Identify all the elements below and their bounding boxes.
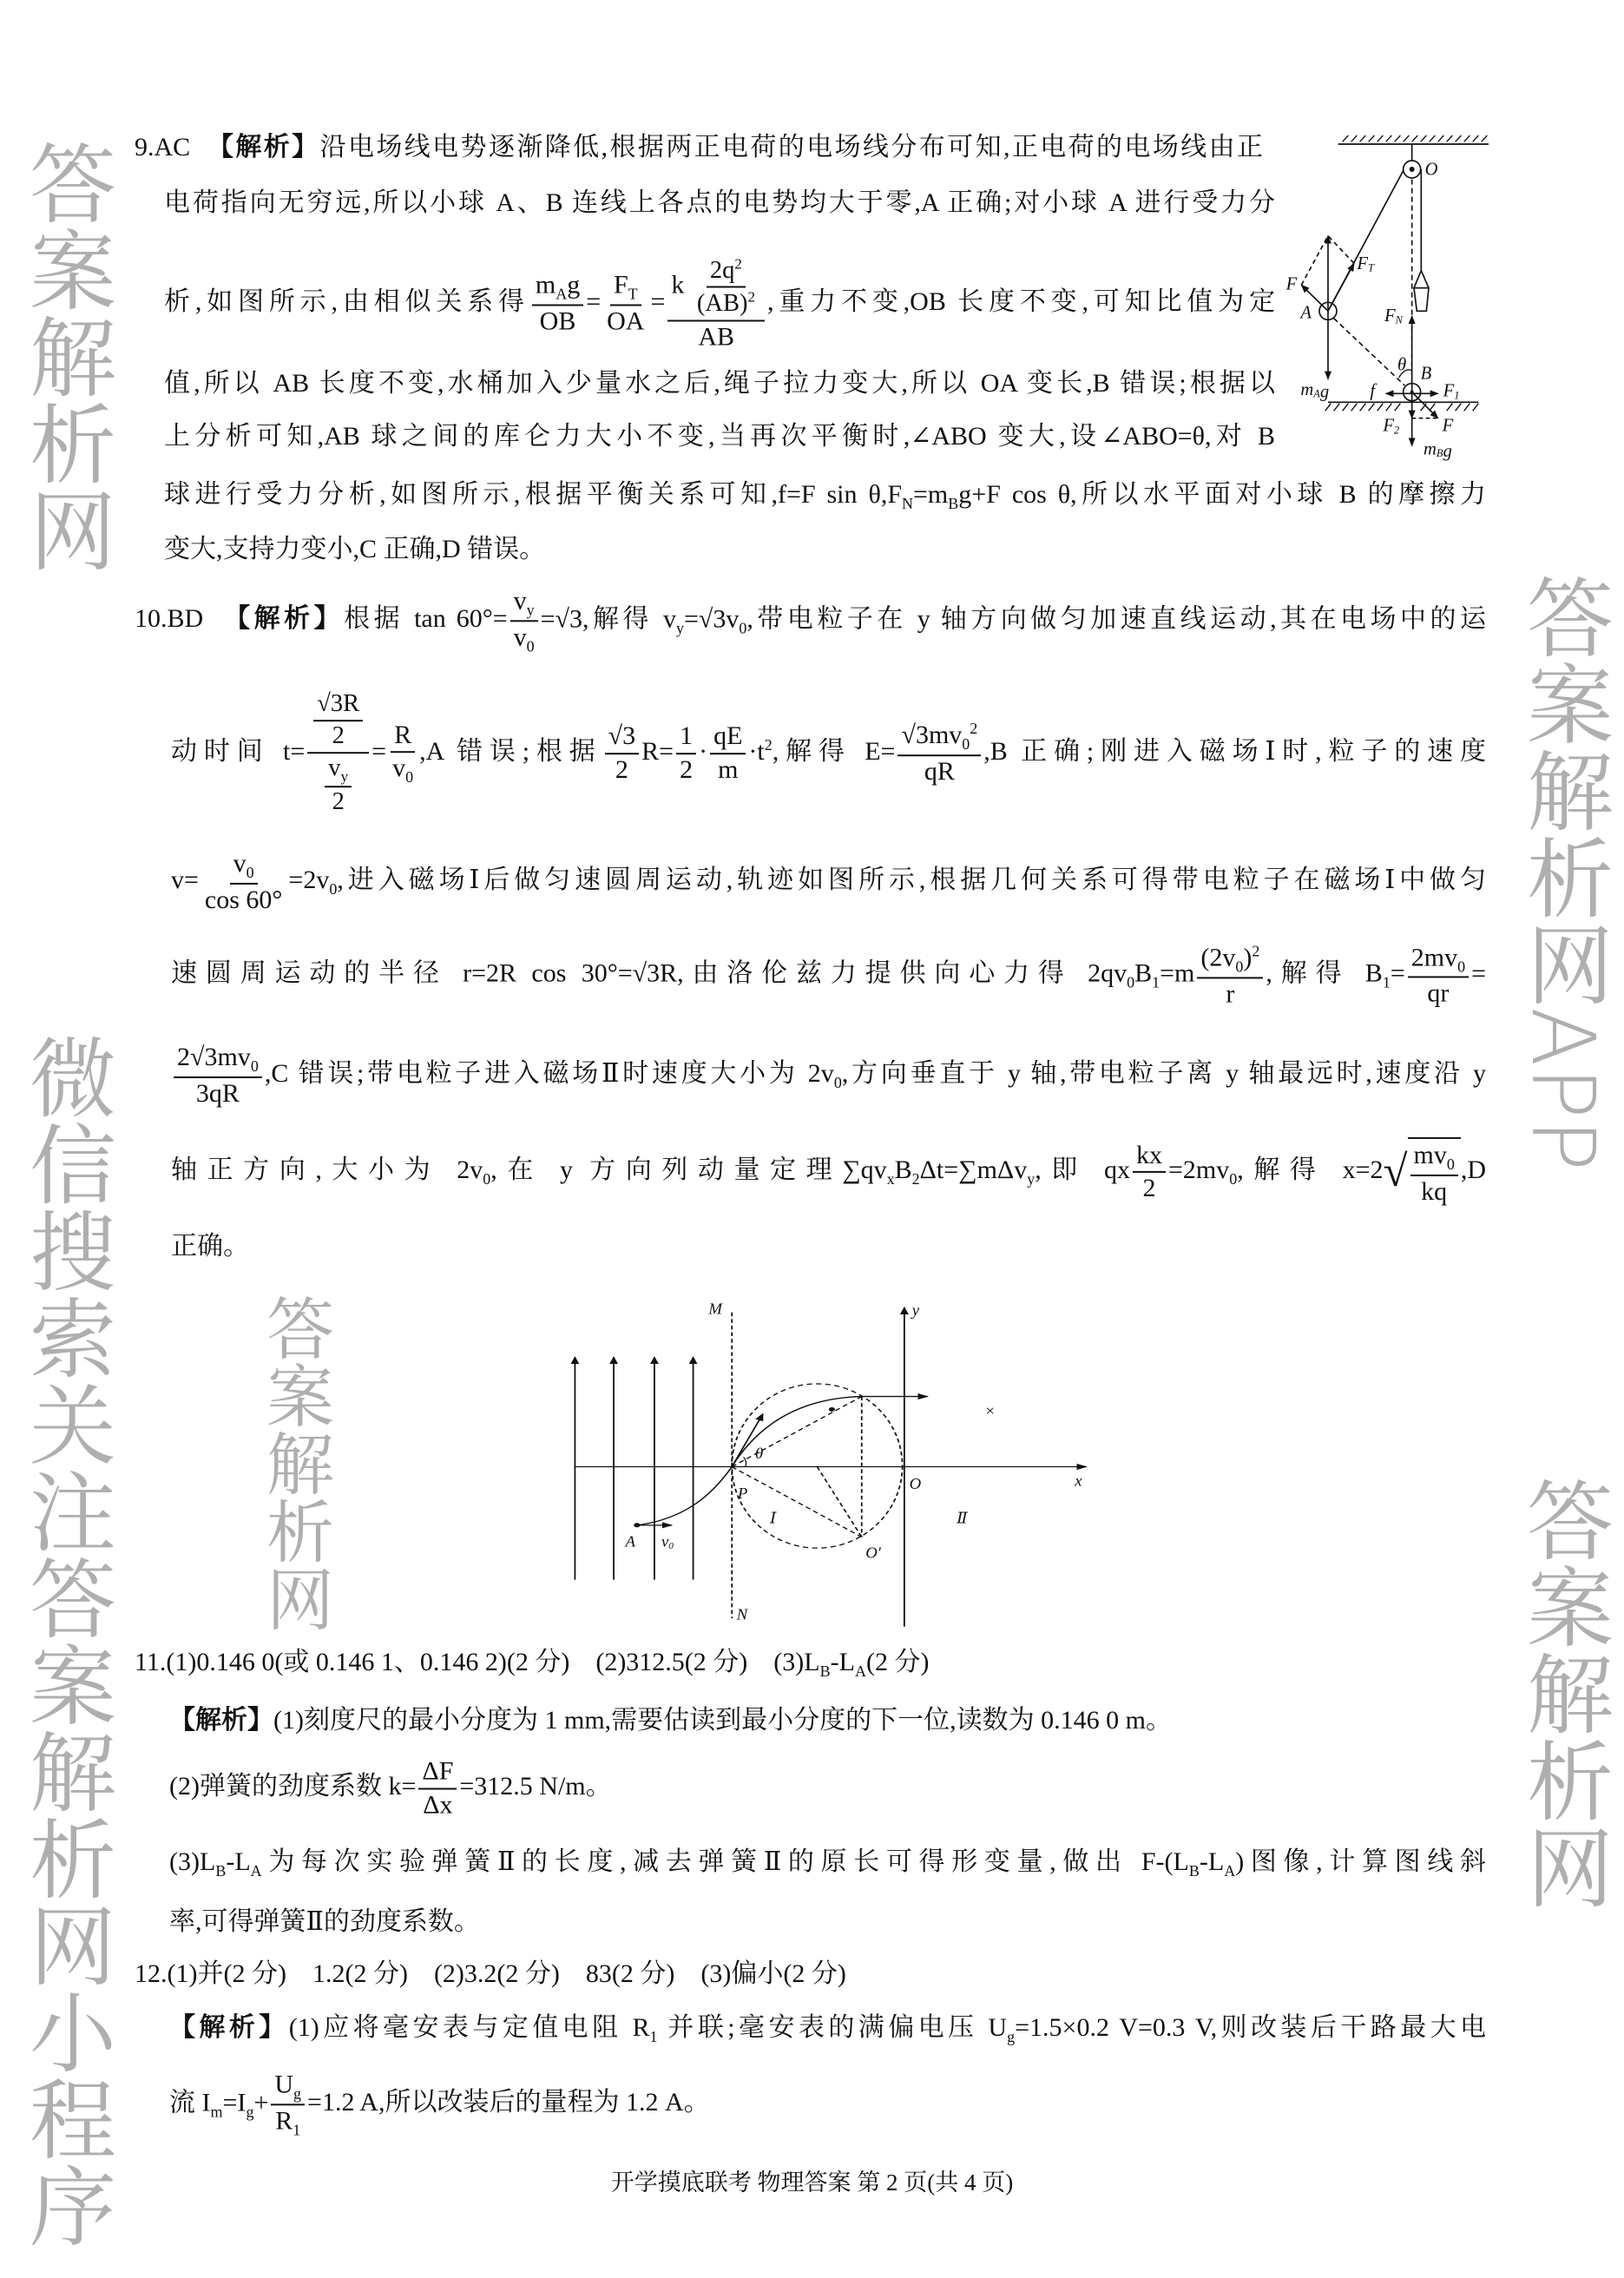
text: =√3,解得 $v_y=√3v_0$,带电粒子在 y 轴方向做匀加速直线运动,其在电场中的运	[540, 603, 1487, 636]
q10-line-7	[171, 1231, 249, 1262]
text: $=2mv_0$,解得 x=2	[1167, 1155, 1384, 1188]
fraction	[1408, 943, 1469, 1009]
q9-line-4	[164, 368, 1275, 399]
fraction	[313, 690, 363, 751]
text: 正确。	[171, 1232, 249, 1261]
q12-analysis-1	[169, 2012, 1486, 2047]
text: ,C 错误;带电粒子进入磁场Ⅱ时速度大小为 $2v_0$,方向垂直于 y 轴,带电粒子离 y 轴最远时,速度沿 y	[264, 1058, 1486, 1091]
numerator: $v_0$	[230, 849, 258, 885]
denominator: kq	[1421, 1176, 1448, 1206]
q12-analysis-2	[169, 2070, 710, 2138]
fraction	[201, 849, 286, 915]
q11-analysis-4	[169, 1906, 480, 1938]
text: 析,如图所示,由相似关系得	[164, 286, 529, 316]
q10-line-6	[171, 1137, 1486, 1207]
fraction	[897, 720, 981, 787]
label-B: B	[1420, 364, 1432, 384]
q9-line-6	[164, 479, 1486, 514]
fraction	[325, 754, 352, 817]
label-FT: FT	[1357, 254, 1374, 274]
q9-label: 9.AC	[135, 133, 191, 161]
label-P: P	[737, 1485, 748, 1502]
label-theta: θ	[755, 1445, 764, 1462]
text: 变大,支持力变小,C 正确,D 错误。	[164, 535, 546, 563]
denominator: OA	[607, 306, 645, 336]
fraction	[389, 721, 417, 787]
q10-line-5	[171, 1043, 1486, 1109]
q10-line-1	[135, 586, 1486, 655]
text: 流 $I_m=I_g+$	[169, 2087, 269, 2120]
watermark: 微信搜索关注答案解析网小程序	[15, 1033, 116, 2248]
denominator: (AB)$^2$	[696, 288, 755, 318]
text: 轴正方向,大小为 $2v_0$,在 y 方向列动量定理$\sum qv_xB_2\Delta t=\sum m\Delta v_y$,即 qx	[171, 1155, 1130, 1188]
numerator: √3	[605, 721, 639, 754]
denominator: 2	[332, 721, 345, 749]
denominator: qr	[1427, 978, 1450, 1008]
text: 电荷指向无穷远,所以小球 A、B 连线上各点的电势均大于零,A 正确;对小球 A 进行受力分	[164, 188, 1275, 217]
denominator: $v_0$	[513, 622, 535, 655]
fraction	[605, 721, 639, 785]
fraction	[1410, 1141, 1458, 1207]
label-v0: v0	[661, 1533, 674, 1552]
numerator: 1	[676, 721, 696, 754]
text: ,D	[1460, 1155, 1487, 1184]
numerator: $2√3mv_0$	[174, 1043, 262, 1078]
fraction	[510, 586, 538, 655]
label-O-prime: O′	[865, 1544, 881, 1562]
numerator: kx	[1133, 1141, 1166, 1174]
q9-line-2	[164, 188, 1275, 219]
label-F-b: F	[1442, 416, 1454, 436]
label-f: f	[1370, 381, 1376, 401]
numerator	[667, 255, 765, 321]
q9-line-5	[164, 421, 1275, 452]
denominator: r	[1226, 979, 1235, 1009]
numerator: $U_g$	[271, 2070, 305, 2105]
fraction	[532, 271, 583, 337]
k: k	[671, 270, 685, 300]
fraction	[174, 1043, 262, 1109]
watermark: 答案解析网	[15, 139, 116, 573]
analysis-tag: 【解析】	[224, 602, 345, 634]
text: 率,可得弹簧Ⅱ的劲度系数。	[169, 1907, 480, 1936]
label-FN: FN	[1384, 306, 1403, 326]
q9-line-3	[164, 255, 1275, 352]
q11-analysis-3	[169, 1847, 1486, 1881]
numerator: $v_y$	[510, 586, 538, 622]
denominator: cos 60°	[204, 885, 283, 914]
denominator: 3qR	[195, 1078, 240, 1108]
label-region-2: Ⅱ	[957, 1510, 968, 1527]
label-mAg: mAg	[1300, 380, 1330, 402]
equals: =	[650, 286, 666, 316]
denominator: $R_1$	[275, 2106, 301, 2138]
text: 速圆周运动的半径 r=2R cos 30°=√3R,由洛伦兹力提供向心力得 $2qv_0B_1=m$	[171, 958, 1195, 991]
text: =	[1471, 958, 1486, 988]
label-A: A	[625, 1533, 635, 1550]
fraction	[676, 721, 696, 785]
page-footer: 开学摸底联考 物理答案 第 2 页(共 4 页)	[610, 2169, 1014, 2196]
text: 动时间 t=	[171, 736, 306, 766]
label-O: O	[909, 1475, 922, 1492]
equals: =	[586, 286, 602, 316]
fraction	[603, 271, 648, 337]
label-A: A	[1300, 303, 1312, 323]
q10-line-3	[171, 849, 1486, 915]
q10-line-2: 动时间 t= $\frac{\frac{√3R}{2}}{\frac{v_y}{2}}$ = $\frac{R}{v_0}$ ,A 错误;根据 $\frac{√3}{2}$ R= $\frac{1}{2}$ · $\frac{qE}{m}$ $\cdot t^2$,解得 E= $\frac{√3mv_0^2}{qR}$ ,B 正确;刚进入磁场Ⅰ时,粒子的速度	[171, 690, 1486, 816]
numerator: √3R	[313, 690, 363, 721]
text: ,重力不变,OB 长度不变,可知比值为定	[767, 286, 1276, 316]
text: $(3)L_B-L_A$为每次实验弹簧Ⅱ的长度,减去弹簧Ⅱ的原长可得形变量,做出 $F-(L_B-L_A)$图像,计算图线斜	[169, 1847, 1486, 1880]
text: ,解得 $B_1=$	[1266, 958, 1405, 991]
label-y: y	[911, 1301, 920, 1319]
fraction	[667, 255, 765, 352]
q11-analysis-2	[169, 1757, 612, 1820]
numerator: $m_Ag$	[532, 271, 583, 306]
numerator: $F_T$	[610, 271, 641, 306]
dot: ·	[699, 736, 708, 766]
q11-answer	[135, 1647, 929, 1682]
radicand	[1408, 1137, 1461, 1207]
numerator: $v_y$	[325, 754, 352, 787]
numerator: ΔF	[418, 1757, 457, 1790]
fraction	[271, 2070, 305, 2138]
label-F2: F2	[1383, 416, 1400, 437]
text: 沿电场线电势逐渐降低,根据两正电荷的电场线分布可知,正电荷的电场线由正	[319, 133, 1264, 161]
text: 根据 tan 60°=	[344, 603, 508, 633]
label-M: M	[708, 1300, 723, 1318]
text: 11.(1)0.146 0(或 0.146 1、0.146 2)(2 分) (2)312.5(2 分) $(3)L_B-L_A(2$ 分)	[135, 1648, 930, 1681]
text: =312.5 N/m。	[459, 1771, 612, 1801]
fraction	[694, 255, 759, 319]
radical-sign: √	[1383, 1147, 1408, 1196]
denominator: $v_0$	[392, 754, 414, 787]
denominator: AB	[698, 322, 735, 352]
text: $=2v_0$,进入磁场Ⅰ后做匀速圆周运动,轨迹如图所示,根据几何关系可得带电粒子在磁场Ⅰ中做匀	[288, 865, 1486, 898]
numerator: $2mv_0$	[1408, 943, 1469, 978]
text: R=	[641, 736, 674, 766]
fraction	[1197, 942, 1263, 1009]
label-F1: F1	[1443, 381, 1460, 402]
q9-line-1	[135, 132, 1263, 163]
q10-label: 10.BD	[135, 603, 204, 633]
denominator	[319, 754, 358, 817]
text: (2)弹簧的劲度系数 k=	[169, 1771, 417, 1801]
label-F: F	[1285, 274, 1298, 294]
denominator: qR	[924, 757, 955, 787]
text: v=	[171, 865, 199, 894]
numerator: $(2v_0)^2$	[1197, 942, 1263, 978]
fraction	[710, 721, 746, 785]
denominator: 2	[680, 754, 694, 784]
label-N: N	[736, 1606, 748, 1623]
q9-line-7	[164, 534, 545, 565]
watermark: 答案解析网	[1512, 1476, 1614, 1910]
label-mBg: mBg	[1423, 439, 1452, 461]
text: 球进行受力分析,如图所示,根据平衡关系可知,f=F $\sin \theta,F_N=m_Bg+F$ cos θ,所以水平面对小球 B 的摩擦力	[164, 480, 1486, 513]
label-theta: θ	[1397, 355, 1407, 375]
analysis-tag: 【解析】	[169, 1705, 273, 1735]
text: ,A 错误;根据	[419, 736, 602, 766]
text: 上分析可知,AB 球之间的库仑力大小不变,当再次平衡时,∠ABO 变大,设∠ABO=θ,对 B	[164, 422, 1275, 451]
watermark: 答案解析网	[255, 1294, 333, 1632]
q12-answer	[135, 1959, 846, 1990]
numerator: $mv_0$	[1410, 1141, 1458, 1176]
denominator: 2	[615, 754, 628, 784]
q10-trajectory-diagram	[538, 1285, 1146, 1632]
denominator: OB	[539, 306, 576, 336]
watermark: 答案解析网APP	[1512, 573, 1614, 1172]
numerator: R	[391, 721, 415, 754]
q10-line-4	[171, 942, 1486, 1009]
fraction	[418, 1757, 457, 1820]
text: $\cdot t^2$,解得 E=	[748, 735, 896, 766]
numerator: $√3mv_0^2$	[897, 720, 981, 756]
text: (1)应将毫安表与定值电阻 $R_1$ 并联;毫安表的满偏电压 $U_g=1.5\times 0.2$ V=0.3 V,则改装后干路最大电	[288, 2013, 1487, 2046]
text: 值,所以 AB 长度不变,水桶加入少量水之后,绳子拉力变大,所以 OA 变长,B 错误;根据以	[164, 369, 1275, 398]
numerator: qE	[710, 721, 746, 754]
fraction	[1133, 1141, 1166, 1204]
label-region-1: Ⅰ	[769, 1510, 777, 1527]
text: 12.(1)并(2 分) 1.2(2 分) (2)3.2(2 分) 83(2 分) (3)偏小(2 分)	[135, 1959, 846, 1988]
label-O: O	[1424, 160, 1438, 180]
magnetic-field-into-page-icon: ×	[984, 1402, 996, 1419]
denominator: Δx	[423, 1790, 453, 1819]
q11-analysis-1	[169, 1705, 1172, 1736]
denominator: 2	[1142, 1174, 1156, 1202]
square-root	[1384, 1137, 1461, 1207]
numerator	[307, 690, 369, 754]
analysis-tag: 【解析】	[169, 2012, 289, 2044]
label-x: x	[1075, 1472, 1082, 1490]
numerator: $2q^2$	[707, 255, 746, 287]
analysis-tag: 【解析】	[207, 132, 320, 162]
text: ,B 正确;刚进入磁场Ⅰ时,粒子的速度	[983, 736, 1486, 766]
q9-force-diagram	[1285, 122, 1562, 477]
text: (1)刻度尺的最小分度为 1 mm,需要估读到最小分度的下一位,读数为 0.146 0 m。	[273, 1706, 1172, 1735]
fraction	[307, 690, 369, 817]
denominator: 2	[332, 788, 345, 816]
text: =1.2 A,所以改装后的量程为 1.2 A。	[307, 2087, 710, 2117]
denominator: m	[718, 754, 739, 784]
